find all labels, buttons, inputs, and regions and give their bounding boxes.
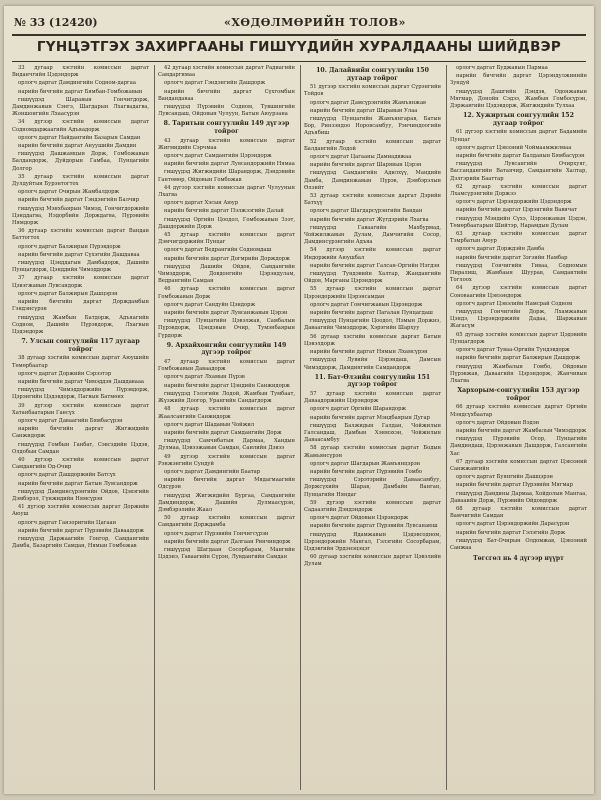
paragraph: гишүүдэд Гончигийн Дорж, Лхамжавын Цэндэ, Цэрэндоржийн Дадаа, Шаржавын Жагасүм (450, 309, 587, 330)
paragraph: нарийн бичгийн даргат Нямын Лхамсүрэн (310, 349, 428, 356)
paragraph: нарийн бичгийн даргат Пүрэвийн Гомбо (310, 468, 423, 475)
paragraph: гишүүдэд Дашийн Ойдов, Самдангийн Чимэддорж, Довдонгийн Цэрэндулам, Ведрангийн Самдан (158, 263, 295, 285)
paragraph: орлогч даргат Пүрэвийн Гончигсүрэн (164, 530, 269, 537)
district-heading: Хархорым-сонгуулийн 153 дүгээр тойрог (457, 387, 580, 402)
district-heading: 11. Бат-Өлзийн сонгуулийн 151 дүгээр тойрог (314, 373, 431, 389)
paragraph: 66 дугаар хэсгийн комиссын даргат Оргийн Мэндсүхбаатар (450, 404, 587, 418)
paragraph: 55 дугаар хэсгийн комиссын даргат Цэрэндоржийн Цэрэнсамдан (304, 286, 441, 300)
article-headline: ГҮНЦЭТГЭХ ЗАХИРГААНЫ ГИШҮҮДИЙН ХУРАЛДААНЫ ШИЙДВЭР (36, 39, 562, 55)
paragraph: орлогч даргат Цэвээний Чоймаамжилмаа (456, 144, 572, 151)
paragraph: нарийн бичгийн даргат Ануушийн Дамдин (18, 143, 137, 150)
district-heading: 9. Архайхонгийн сонгуулийн 149 дүгээр тойрог (166, 341, 287, 357)
paragraph: гишүүдэд Дашгийн Дэндэв, Одонжавын Мягмар, Донойн Сэдээ, Жамбын Гомбосүрэн, Дэржавгийн Цэдэвдорж, Жигжидийн Тулхаа (450, 88, 587, 110)
paragraph: 47 дугаар хэсгийн комиссын даргат Гомбожавын Даваадорж (158, 359, 295, 373)
district-heading: 8. Таритын сонгуулийн 149 дүгээр тойрог (163, 120, 290, 136)
paragraph: орлогч даргат Цагааны Дамиадвжаа (310, 154, 412, 161)
paragraph: нарийн бичгийн даргат Бямбан-Гомбожавын (18, 88, 143, 95)
paragraph: орлогч даргат Цэвэлийн Намсрай Содном (456, 300, 573, 307)
paragraph: орлогч даргат Буджавын Пармаа (456, 65, 548, 71)
paragraph: гишүүдэд Сэрэтэрийн Даваасамбуу, Доржсүхийн Шарав, Дамбайн Ванган, Пунцагийн Няндаг (304, 477, 441, 498)
column-4 (450, 65, 587, 790)
paragraph: гишүүдэд Пунцагийн Жамъянгарав, Батын Бор, Ринзэндоо Норовсамбуу, Рэнчиндоогийн Адъябиш (304, 116, 441, 137)
paragraph: гишүүдэд Даржаагийн Гонгор, Самдангийн Дамба, Базаргийн Самдан, Нямын Гомбожав (12, 535, 149, 550)
paragraph: орлогч даргат Даваагийн Бямбасүрэн (18, 417, 123, 424)
paragraph: 57 дугаар хэсгийн комиссын даргат Даваадоржийн Цэрэндорж (304, 390, 441, 405)
paragraph: орлогч даргат Ойдовын Цэрэндорж (310, 515, 409, 522)
issue-number: № 33 (12420) (14, 16, 98, 29)
paragraph: 68 дугаар хэсгийн комиссын даргат Вамчигийн Самдан (450, 505, 587, 520)
paragraph: 58 дугаар хэсгийн комиссын даргат Бодын Жамьянсүрэн (304, 445, 441, 459)
paragraph: гишүүдэд Гомбын Ганбат, Сэвсэдийн Цэдэв, Олдобын Самдан (12, 441, 149, 455)
newspaper-name: «ХӨДӨЛМӨРИЙН ТОЛОВ» (224, 16, 406, 29)
paragraph: орлогч даргат Доржийн Сэрээтэр (18, 370, 112, 377)
paragraph: орлогч даргат Шагдарсүрэнгийн Вандан (310, 208, 423, 215)
paragraph: нарийн бичгийн даргат Гэлэгийн Дорж (456, 529, 566, 536)
paragraph: нарийн бичгийн даргат Цэндийн Санжидорж (164, 382, 290, 389)
paragraph: 60 дугаар хэсгийн комиссын даргат Цэвэлийн Дулам (304, 554, 441, 568)
paragraph: 63 дугаар хэсгийн комиссын даргат Тэмрбатын Аюур (450, 231, 587, 245)
paragraph: 40 дүгээр хэсгийн комиссын даргат Самдангийн Од-Очир (12, 456, 149, 471)
paragraph: гишүүдэд Пунцагийн Цоодол, Нэмын Доржнэ, Даваагийн Чимэддорж, Хэрэгийн Шархуу (304, 318, 441, 332)
paragraph: гишүүдэд Жамбалын Гомбо, Ойдовын Пүрэвжав, Даваагийн Цэрэндорж, Жанчивын Лхагва (450, 363, 587, 384)
paragraph: 35 дугаар хэсгийн комиссын даргат Дулдуйтын Бурэнтогтох (12, 173, 149, 188)
paragraph: орлогч даргат Найдангийн Базарын Самдан (18, 134, 141, 141)
paragraph: 46 дугаар хэсгийн комиссын даргат Гомбожавын Дорж (158, 286, 295, 300)
paragraph: 49 дүгээр хэсгийн комиссын даргат Рэнжэнгийн Сундуй (158, 453, 295, 467)
paragraph: нарийн бичгийн даргат Жүгдэрийн Лхагва (310, 216, 429, 223)
paragraph: 50 дугаар хэсгийн комиссын даргат Самдангийн Дорждамба (158, 515, 295, 529)
paragraph: нарийн бичгийн даргат Галсан-Оргийн Нэгдэн (310, 262, 440, 269)
paragraph: орлогч даргат Лхамын Пүрэв (164, 374, 245, 381)
paragraph: 51 дүгээр хэсгийн комиссын даргат Сүрэнгийн Тойдов (304, 84, 441, 98)
paragraph: нарийн бичгийн даргат Пагалан Пунцагдаш (310, 310, 433, 317)
paragraph: гишүүдэд Самдангийн Адилхүү, Мандийн Дамба, Дамдинжавын Пүрэв, Дэмбэрэлын Өлзийт (304, 170, 441, 191)
paragraph: 64 дүгээр хэсгийн комиссын даргат Соноваагийн Цэвээндорж (450, 285, 587, 299)
paragraph: нарийн бичгийн даргат Жамбалын Чимэддорж (456, 427, 587, 434)
paragraph: нарийн бичгийн даргат Лувсандоржийн Нямаа (164, 161, 295, 168)
paragraph: нарийн бичгийн даргат Гэндэнгийн Балчир (18, 197, 140, 204)
paragraph: орлогч даргат Дамдингийн Содном-даргаа (18, 80, 136, 87)
paragraph: гишүүдэд Шаравын Гончигдорж, Дамдинжавын Сэнгэ, Шагдарын Лхагвадагва, Жоншонгийн Лхаасүрэн (12, 96, 149, 118)
column-divider (446, 65, 447, 790)
paragraph: орлогч даргат Оргийн Шарандорж (310, 406, 407, 413)
paragraph: гишүүдэд Пүрэвийн Содном, Тувшингийн Лувсандаш, Ойдовын Чулуун, Батын Аюурзана (158, 104, 295, 118)
paragraph: гишүүдэд Ядамжавын Цэдэвсодном, Цэрэндоржийн Мангал, Гэлэгийн Сосорбарам, Цэдэвгийн Эрдэнэцэцэг (304, 531, 441, 552)
paragraph: гишүүдэд Жамбын Батдорж, Адъяагийн Содном, Дашийн Пүрэвдорж, Лхагвын Цэдэндорж (12, 314, 149, 335)
paragraph: гишүүдэд Чимэддоржийн Пүрэвдорж, Цэрэнгийн Цэдэвдорж, Пагвын Батмөнх (12, 387, 149, 401)
paragraph: нарийн бичгийн даргат Шаравын Улаа (310, 107, 418, 114)
paragraph: 67 дугаар хэсгийн комиссын даргат Цэвээний Санжжавгийн (450, 458, 587, 472)
paragraph: нарийн бичгийн даргат Жигжидийн Санжидорж (12, 426, 149, 440)
header-rule (12, 34, 586, 36)
column-1 (12, 65, 149, 790)
paragraph: нарийн бичгийн даргат Мэндбаярын Дугар (310, 414, 430, 421)
column-2 (158, 65, 295, 790)
paragraph: гишүүдэд Жигжидийн Шаравдорж, Дэндэвийн Гантөмөр, Ойдовын Гомбожав (158, 169, 295, 183)
paragraph: гишүүдэд Лувсангийн Очирхуяг, Вассандангийн Ватаячир, Самдангийн Халтар, Дэлгэрийн Бааттар (450, 161, 587, 182)
paragraph: орлогч даргат Балжирын Пүрэвдорж (18, 243, 121, 250)
column-divider (154, 65, 155, 790)
paragraph: орлогч даргат Дамдингийн Баатар (164, 468, 261, 475)
paragraph: гишүүдэд Мэнхбаярын Чимэд, Гончигдоржийн Цэнддагва, Нэдорбийн Дорждагва, Пүрэвийн Нямдорж (12, 205, 149, 227)
paragraph: гишүүдэд Мэндийн Сүхэ, Цэрэнжавын Цэдэн, Төмөрбаатарын Шийтэр, Нарамдын Дулам (450, 215, 587, 229)
paragraph: 61 дүгээр хэсгийн комиссын даргат Бадамийн Пунцаг (450, 129, 587, 143)
paragraph: 44 дүгээр хэсгийн комиссын даргат Чулуунын Лхагва (158, 184, 295, 199)
paragraph: 43 дугаар хэсгийн комиссын даргат Жигмидийн Сэрчмаа (158, 137, 295, 151)
paragraph: гишүүдэд Самчибатын Дармаа, Хандын Дулмаа, Цэвээжавын Самдан, Санлийн Дэвээ (158, 438, 295, 452)
paragraph: нарийн бичгийн даргат Далгаан Ринчиндорж (164, 538, 291, 545)
paragraph: нарийн бичгийн даргат Пүрэвийн Мягмар (456, 482, 573, 489)
paragraph: нарийн бичгийн даргат Пүрэвийн Даваадорж (18, 527, 145, 534)
page-header (14, 16, 584, 32)
paragraph: гишүүдэд Дамдинсүрэнгийн Ойдов, Цэвэгийн Дэмбэрэл, Гүнжидийн Нямсүрэн (12, 488, 149, 502)
paragraph: орлогч даргат Хэсын Аюур (164, 200, 239, 207)
paragraph: 45 дугаар хэсгийн комиссын даргат Дэмчигдоржийн Пунцаг (158, 232, 295, 246)
paragraph: гишүүдэд Тундэвийн Халтар, Жандангийн Ойдов, Марганы Цэрэндорж (304, 271, 441, 285)
paragraph: орлогч даргат Дорждэйн Дамба (456, 246, 545, 253)
paragraph: 33 дугаар хэсгийн комиссын даргат Виданчгийн Цэдэндорж (12, 65, 149, 79)
paragraph: нарийн бичгийн даргат Мядагмаагийн Одсүрэн (158, 477, 295, 491)
paragraph: нарийн бичгийн даргат Шарявын Цэрэн (310, 162, 422, 169)
paragraph: 65 дугаар хэсгийн комиссын даргат Цэдэвийн Пунцагдорж (450, 331, 587, 345)
paragraph: гишүүдэд Цэнддагын Дамбадорж, Дашийн Пунцагдорж, Цэнддийн Чимэддорж (12, 260, 149, 274)
paragraph: орлогч даргат Дашдоржийн Батсүх (18, 472, 116, 479)
district-heading: 7. Улсын сонгуулийн 117 дугаар тойрог (21, 338, 140, 353)
paragraph: нарийн бичгийн даргат Цэрэнгийн Вавичат (456, 207, 578, 214)
paragraph: нарийн бичгийн даргат Догмрийн Дорждорж (164, 255, 290, 262)
paragraph: 38 дугаар хэсгийн комиссын даргат Аюушийн Төмөрбаатар (12, 355, 149, 369)
paragraph: орлогч даргат Туваа-Оргийн Тундэвдорж (456, 347, 570, 354)
paragraph: 54 дүгээр хэсгийн комиссын даргат Индоржийн Аюушбал (304, 247, 441, 261)
paragraph: орлогч даргат Ганзоригийн Цагаан (18, 519, 117, 526)
paragraph: гишүүдэд Гаваагийн Махбурмад, Чойжилжавын Дулам, Дамчигийн Сосор, Дамдинсүрэнгийн Адъяа (304, 224, 441, 246)
paragraph: орлогч даргат Шадавын Чойжил (164, 421, 255, 428)
paragraph: нарийн бичгийн даргат Пүрэвийн Лувсанаюш (310, 523, 438, 530)
paragraph: 34 дүгээр хэсгийн комиссын даргат Содномдаржаагийн Адъяадорж (12, 119, 149, 133)
paragraph: гишүүдэд Гэлэгийн Лодой, Жамбын Тумбаат, Жүзжийн Доогор, Урангийн Сандагдорж (158, 390, 295, 405)
paragraph: орлогч даргат Буянгийн Дашцэрэн (456, 474, 553, 481)
paragraph: орлогч даргат Дамсүрэнгийн Жамъянжав (310, 99, 426, 106)
paragraph: нарийн бичгийн даргат Балжирын Дашдорж (456, 355, 581, 362)
newspaper-page (4, 6, 594, 794)
paragraph: орлогч даргат Цэрэндоржийн Дарасүрэн (456, 521, 570, 528)
paragraph: гишүүдэд Пунцагийн Цэвэлжав, Самбалын Пүрэвдорж, Цэндэвын Очир, Тумэнбаярын Гүрдорж (158, 318, 295, 339)
paragraph: 62 дугаар хэсгийн комиссын даргат Лхамсүрэнгийн Доржээ (450, 183, 587, 198)
paragraph: 41 дүгээр хэсгийн комиссын даргат Доржийн Аюуш (12, 504, 149, 518)
continued-note: Төгсгөл нь 4 дүгээр нүүрт (473, 555, 564, 563)
paragraph: орлогч даргат Самдангийн Цэрэндорж (164, 153, 272, 160)
paragraph: 37 дугаар хэсгийн комиссын даргат Цэвэгжавын Лувсандорж (12, 275, 149, 289)
paragraph: 53 дугаар хэсгийн комиссын даргат Дэрийн Батхүү (304, 193, 441, 207)
paragraph: 42 дугаар хэсгийн комиссын даргат Радиагийн Самдаргимаа (158, 65, 295, 79)
paragraph: гишүүдэд Дамдины Дармаа, Хойдолын Мангаа, Давааийн Дорж, Пүрэвийн Ойдовдорж (450, 490, 587, 504)
paragraph: гишүүдэд Дашжамцын Дорж, Гомбожавын Балдандорж, Дуйдорын Гамбаа, Пунцагийн Долгор (12, 151, 149, 172)
paragraph: нарийн бичгийн даргат Пэлжээгийн Далай (164, 208, 284, 215)
paragraph: орлогч даргат Цэрэндоржийн Цэдэндорж (456, 199, 572, 206)
paragraph: 48 дугаар хэсгийн комиссын даргат Жаалсангийн Санжидорж (158, 406, 295, 420)
paragraph: гишүүдэд Шагдаан Сосорбарам, Мангийн Цэдэнэ, Гаваагийн Сүрэн, Лувдангийн Самдан (158, 546, 295, 561)
paragraph: орлогч даргат Ойдовын Вэдэн (456, 419, 540, 426)
paragraph: нарийн бичгийн даргат Цэрэндулжинийн Зундуй (450, 73, 587, 87)
paragraph: 59 дүгээр хэсгийн комиссын даргат Садаазгийн Дэндэндорж (304, 499, 441, 513)
paragraph: нарийн бичгийн даргат Балданын Бямбасүрэн (456, 153, 585, 160)
paragraph: орлогч даргат Шагдарын Жамъянцэрэн (310, 460, 421, 467)
paragraph: орлогч даргат Гэндэнгийн Дашдорж (164, 80, 266, 87)
paragraph: гишүүдэд Пүрэвийн Осор, Пунцагийн Дамдиндаш, Цэрэнжавын Дашдорж, Галсангийн Хас (450, 436, 587, 457)
paragraph: нарийн бичгийн даргат Дорждамбын Гэндэнсүрэн (12, 299, 149, 313)
paragraph: гишүүдэд Бат-Очирын Олдомжав, Цэвээний Санжаа (450, 537, 587, 551)
paragraph: гишүүдэд Лувийн Цэрэндаш, Дамсын Чимэддорж, Дамдингийн Самдандорж (304, 357, 441, 371)
paragraph: орлогч даргат Сандуйн Цэндорж (164, 301, 256, 308)
district-heading: 10. Далайвийн сонгуулийн 150 дугаар тойрог (316, 67, 429, 82)
paragraph: нарийн бичгийн даргат Лувсанжавын Цэрэн (164, 310, 288, 317)
paragraph: орлогч даргат Ведрангийн Содномдаш (164, 247, 272, 254)
paragraph: орлогч даргат Очирын Жамбалдорж (18, 189, 120, 196)
paragraph: нарийн бичгийн даргат Зэгзийн Намбар (456, 254, 568, 261)
paragraph: нарийн бичгийн даргат Сүхэгийн Дашдаваа (18, 251, 140, 258)
paragraph: нарийн бичгийн даргат Самдангийн Дорж (164, 429, 282, 436)
paragraph: нарийн бичгийн даргат Чимэддэн Дашдавааа (18, 378, 145, 385)
paragraph: 56 дугаар хэсгийн комиссын даргат Батын Цэвэлдорж (304, 333, 441, 347)
headline-rule (12, 61, 586, 62)
paragraph: 36 дугаар хэсгийн комиссын даргат Вандан Баттогтох (12, 228, 149, 242)
paragraph: орлогч даргат Балжирын Дашцэрэн (18, 290, 118, 297)
paragraph: гишүүдэд Балжидын Галдан, Чойжилын Галсандаш, Дамбын Хэнмэхэн, Чойжилын Даваасамбуу (304, 422, 441, 444)
paragraph: 39 дүгээр хэсгийн комиссын даргат Хатанбаатарын Гансүх (12, 402, 149, 416)
article-body (12, 65, 586, 790)
column-divider (300, 65, 301, 790)
paragraph: гишүүдэд Оргийн Цоодол, Гомбожавын Зээт, Дашдоржийн Дорж (158, 216, 295, 230)
paragraph: 52 дугаар хэсгийн комиссын даргат Балдангийн Лодой (304, 138, 441, 152)
district-heading: 12. Хужиртын сонгуулийн 152 дугаар тойрог (463, 112, 574, 127)
paragraph: нарийн бичгийн даргат Батын Лувсандорж (18, 480, 138, 487)
column-3 (304, 65, 441, 790)
paragraph: нарийн бичгийн даргат Сүхгомбын Вандандаваа (158, 88, 295, 102)
paragraph: гишүүдэд Жигжидийн Бургаа, Самдангийн Дамдиндорж, Дашийн Дулмаасүрэн, Дэмбэрэлийн Жаал (158, 492, 295, 513)
paragraph: орлогч даргат Гомчигжавын Цэрэндорж (310, 301, 423, 308)
paragraph: гишүүдэд Гончигийн Гиваа, Содномын Пиралиш, Жамбаын Шуурав, Самдантийн Тоглоох (450, 262, 587, 284)
